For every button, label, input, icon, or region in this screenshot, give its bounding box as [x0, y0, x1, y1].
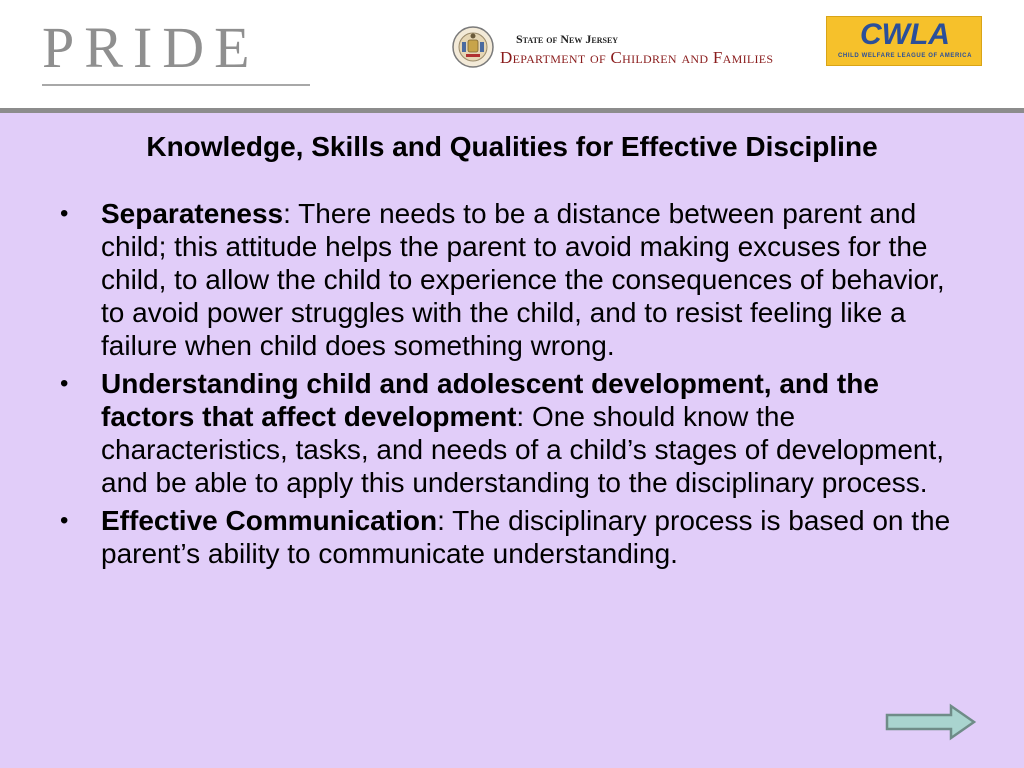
bullet-term: Effective Communication — [101, 505, 438, 536]
dcf-logo — [500, 30, 820, 70]
bullet-text: There needs to be a distance between parent and child; this attitude helps the parent to avoid making excuses for the child, to allow the child to experience the consequences of behavior, to avoid power struggles with the child, and to resist feeling like a failure when child does something wrong. — [101, 198, 945, 361]
right-arrow-icon[interactable] — [885, 703, 977, 741]
cwla-tagline: CHILD WELFARE LEAGUE OF AMERICA — [837, 53, 973, 59]
bullet-text: The disciplinary process is based on the parent’s ability to communicate understanding. — [101, 505, 951, 569]
bullet-dot: • — [60, 370, 69, 397]
bullet-separator: : — [437, 505, 453, 536]
bullet-separator: : — [516, 401, 532, 432]
bullet-dot: • — [60, 507, 69, 534]
nj-state-seal-icon — [452, 26, 494, 68]
pride-logo-underline — [42, 84, 310, 86]
header-divider — [0, 108, 1024, 113]
department-label: Department of Children and Families — [500, 48, 774, 67]
bullet-item — [56, 367, 966, 499]
header-bar — [0, 0, 1024, 108]
slide-title: Knowledge, Skills and Qualities for Effective Discipline — [146, 131, 878, 162]
bullet-term: Understanding child and adolescent development, and the factors that affect development — [101, 368, 879, 432]
bullet-item — [56, 197, 966, 362]
pride-logo-text: PRIDE — [42, 15, 260, 80]
cwla-logo — [826, 16, 982, 66]
pride-logo — [42, 14, 314, 88]
bullet-dot: • — [60, 200, 69, 227]
bullet-item — [56, 504, 966, 570]
bullet-term: Separateness — [101, 198, 284, 229]
state-label: State of New Jersey — [516, 32, 619, 46]
bullet-text: One should know the characteristics, tasks, and needs of a child’s stages of development, and be able to apply this understanding to the disciplinary process. — [101, 401, 945, 498]
bullet-separator: : — [283, 198, 299, 229]
cwla-logo-text: CWLA — [860, 18, 950, 51]
next-arrow-shape[interactable] — [887, 706, 974, 738]
bullet-list — [56, 197, 966, 575]
